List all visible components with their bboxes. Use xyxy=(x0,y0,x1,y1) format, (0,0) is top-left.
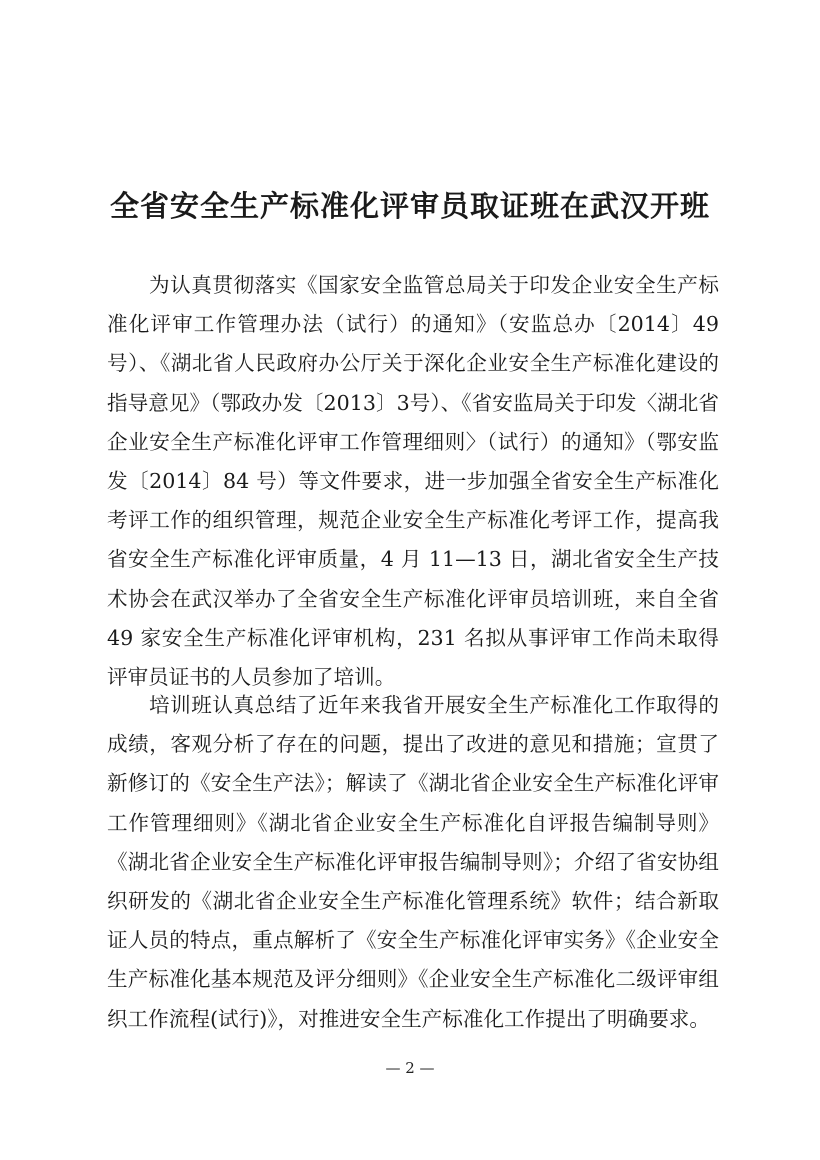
paragraph-2: 培训班认真总结了近年来我省开展安全生产标准化工作取得的成绩，客观分析了存在的问题，提出了改进的意见和措施；宣贯了新修订的《安全生产法》；解读了《湖北省企业安全生产标准化评审工作管理细则》《湖北省企业安全生产标准化自评报告编制导则》《湖北省企业安全生产标准化评审报告编制导则》；介绍了省安协组织研发的《湖北省企业安全生产标准化管理系统》软件；结合新取证人员的特点，重点解析了《安全生产标准化评审实务》《企业安全生产标准化基本规范及评分细则》《企业安全生产标准化二级评审组织工作流程(试行)》，对推进安全生产标准化工作提出了明确要求。 xyxy=(107,693,719,1031)
paragraph-1: 为认真贯彻落实《国家安全监管总局关于印发企业安全生产标准化评审工作管理办法（试行）的通知》（安监总办〔2014〕49号）、《湖北省人民政府办公厅关于深化企业安全生产标准化建设的指导意见》（鄂政办发〔2013〕3号）、《省安监局关于印发〈湖北省企业安全生产标准化评审工作管理细则〉（试行）的通知》（鄂安监发〔2014〕84 号）等文件要求，进一步加强全省安全生产标准化考评工作的组织管理，规范企业安全生产标准化考评工作，提高我省安全生产标准化评审质量，4 月 11—13 日，湖北省安全生产技术协会在武汉举办了全省安全生产标准化评审员培训班，来自全省 49 家安全生产标准化评审机构，231 名拟从事评审工作尚未取得评审员证书的人员参加了培训。 xyxy=(107,273,719,690)
page-title: 全省安全生产标准化评审员取证班在武汉开班 xyxy=(109,189,710,223)
page-number: — 2 — xyxy=(385,1059,435,1077)
